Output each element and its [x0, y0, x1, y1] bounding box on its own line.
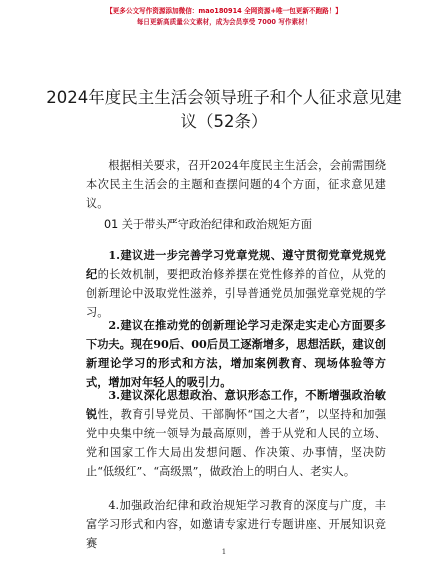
item-4-text: 4.加强政治纪律和政治规矩学习教育的深度与广度，丰富学习形式和内容，如邀请专家进行专题讲座、开展知识竞赛 — [86, 499, 386, 550]
item-1-body: 的长效机制，要把政治修养摆在党性修养的首位，从党的创新理论中汲取党性滋养，引导普通党员加强党章党规的学习。 — [86, 268, 386, 319]
promo-line-1: 【更多公文写作资源添加微信：mao180914 全网资源+唯一包更新不跑路！】 — [106, 7, 342, 15]
item-1 — [86, 246, 386, 322]
item-1-lead: 1.建议进一步完善学习党章党规、遵守贯彻党章党规党纪 — [86, 248, 386, 281]
item-3 — [86, 386, 386, 481]
promo-line-2: 每日更新高质量公文素材，成为会员享受 7000 写作素材！ — [136, 18, 312, 26]
document-title: 2024年度民主生活会领导班子和个人征求意见建议（52条） — [46, 88, 402, 131]
page-number: 1 — [221, 548, 227, 556]
item-4 — [86, 496, 386, 553]
item-2 — [86, 316, 386, 392]
item-2-text: 2.建议在推动党的创新理论学习走深走实走心方面要多下功夫。现在90后、00后员工逐渐增多，思想活跃，建议创新理论学习的形式和方法，增加案例教育、现场体验等方式，增加对年轻人的吸引力。 — [86, 318, 386, 389]
intro-paragraph: 根据相关要求，召开2024年度民主生活会，会前需围绕本次民主生活会的主题和查摆问题的4个方面，征求意见建议。 — [86, 159, 386, 210]
item-3-lead: 3.建议深化思想政治、意识形态工作，不断增强政治敏锐 — [86, 388, 386, 421]
section-heading: 01 关于带头严守政治纪律和政治规矩方面 — [104, 218, 312, 231]
item-3-body: 性，教育引导党员、干部胸怀“国之大者”，以坚持和加强党中央集中统一领导为最高原则，善于从党和人民的立场、党和国家工作大局出发想问题、作决策、办事情，坚决防止“低级红”、“高级黑”，做政治上的明白人、老实人。 — [86, 408, 386, 478]
promo-banner — [0, 6, 448, 28]
